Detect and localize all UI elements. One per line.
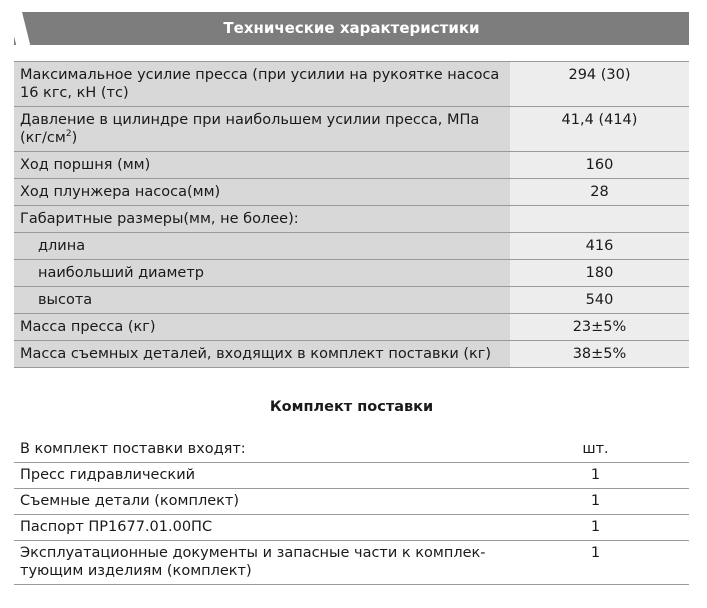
- table-row: [14, 341, 689, 368]
- spec-value: 180: [510, 260, 689, 287]
- table-row: [14, 206, 689, 233]
- spec-value: 416: [510, 233, 689, 260]
- kit-label: Пресс гидравлический: [14, 463, 502, 489]
- spec-label: Максимальное усилие пресса (при усилии на рукоятке насоса 16 кгс, кН (тс): [14, 62, 510, 107]
- spec-value: 28: [510, 179, 689, 206]
- kit-label: Съемные детали (комплект): [14, 489, 502, 515]
- table-row: [14, 107, 689, 152]
- table-row: [14, 515, 689, 541]
- spec-label: Ход поршня (мм): [14, 152, 510, 179]
- spec-label-tail: ): [71, 130, 78, 146]
- spec-label: Габаритные размеры(мм, не более):: [14, 206, 510, 233]
- spec-value: 23±5%: [510, 314, 689, 341]
- table-row: [14, 437, 689, 463]
- spec-label-text: Давление в цилиндре при наибольшем усилии пресса, МПа (кг/см: [20, 112, 480, 146]
- spec-label: Ход плунжера насоса(мм): [14, 179, 510, 206]
- spec-value: [510, 206, 689, 233]
- table-row: [14, 463, 689, 489]
- spec-value: 41,4 (414): [510, 107, 689, 152]
- kit-table: [14, 437, 689, 585]
- specs-table: [14, 61, 689, 368]
- kit-label: В комплект поставки входят:: [14, 437, 502, 463]
- section-title: Технические характеристики: [223, 19, 480, 37]
- kit-value: шт.: [502, 437, 689, 463]
- kit-value: 1: [502, 463, 689, 489]
- kit-value: 1: [502, 515, 689, 541]
- table-row: [14, 179, 689, 206]
- spec-value: 294 (30): [510, 62, 689, 107]
- spec-value: 540: [510, 287, 689, 314]
- kit-value: 1: [502, 541, 689, 585]
- kit-label: Эксплуатационные документы и запасные части к комплек-тующим изделиям (комплект): [14, 541, 502, 585]
- spec-label: Масса пресса (кг): [14, 314, 510, 341]
- spec-value: 160: [510, 152, 689, 179]
- table-row: [14, 489, 689, 515]
- superscript: 2: [65, 129, 72, 140]
- kit-title: Комплект поставки: [269, 399, 434, 415]
- table-row: [14, 152, 689, 179]
- spec-label: [14, 107, 510, 152]
- spec-label: длина: [14, 233, 510, 260]
- table-row: [14, 287, 689, 314]
- spec-label: Масса съемных деталей, входящих в комплект поставки (кг): [14, 341, 510, 368]
- spec-label: наибольший диаметр: [14, 260, 510, 287]
- table-row: [14, 260, 689, 287]
- section-header-banner: [14, 12, 689, 45]
- table-row: [14, 314, 689, 341]
- kit-value: 1: [502, 489, 689, 515]
- table-row: [14, 62, 689, 107]
- spec-value: 38±5%: [510, 341, 689, 368]
- kit-label: Паспорт ПР1677.01.00ПС: [14, 515, 502, 541]
- table-row: [14, 233, 689, 260]
- spec-label: высота: [14, 287, 510, 314]
- table-row: [14, 541, 689, 585]
